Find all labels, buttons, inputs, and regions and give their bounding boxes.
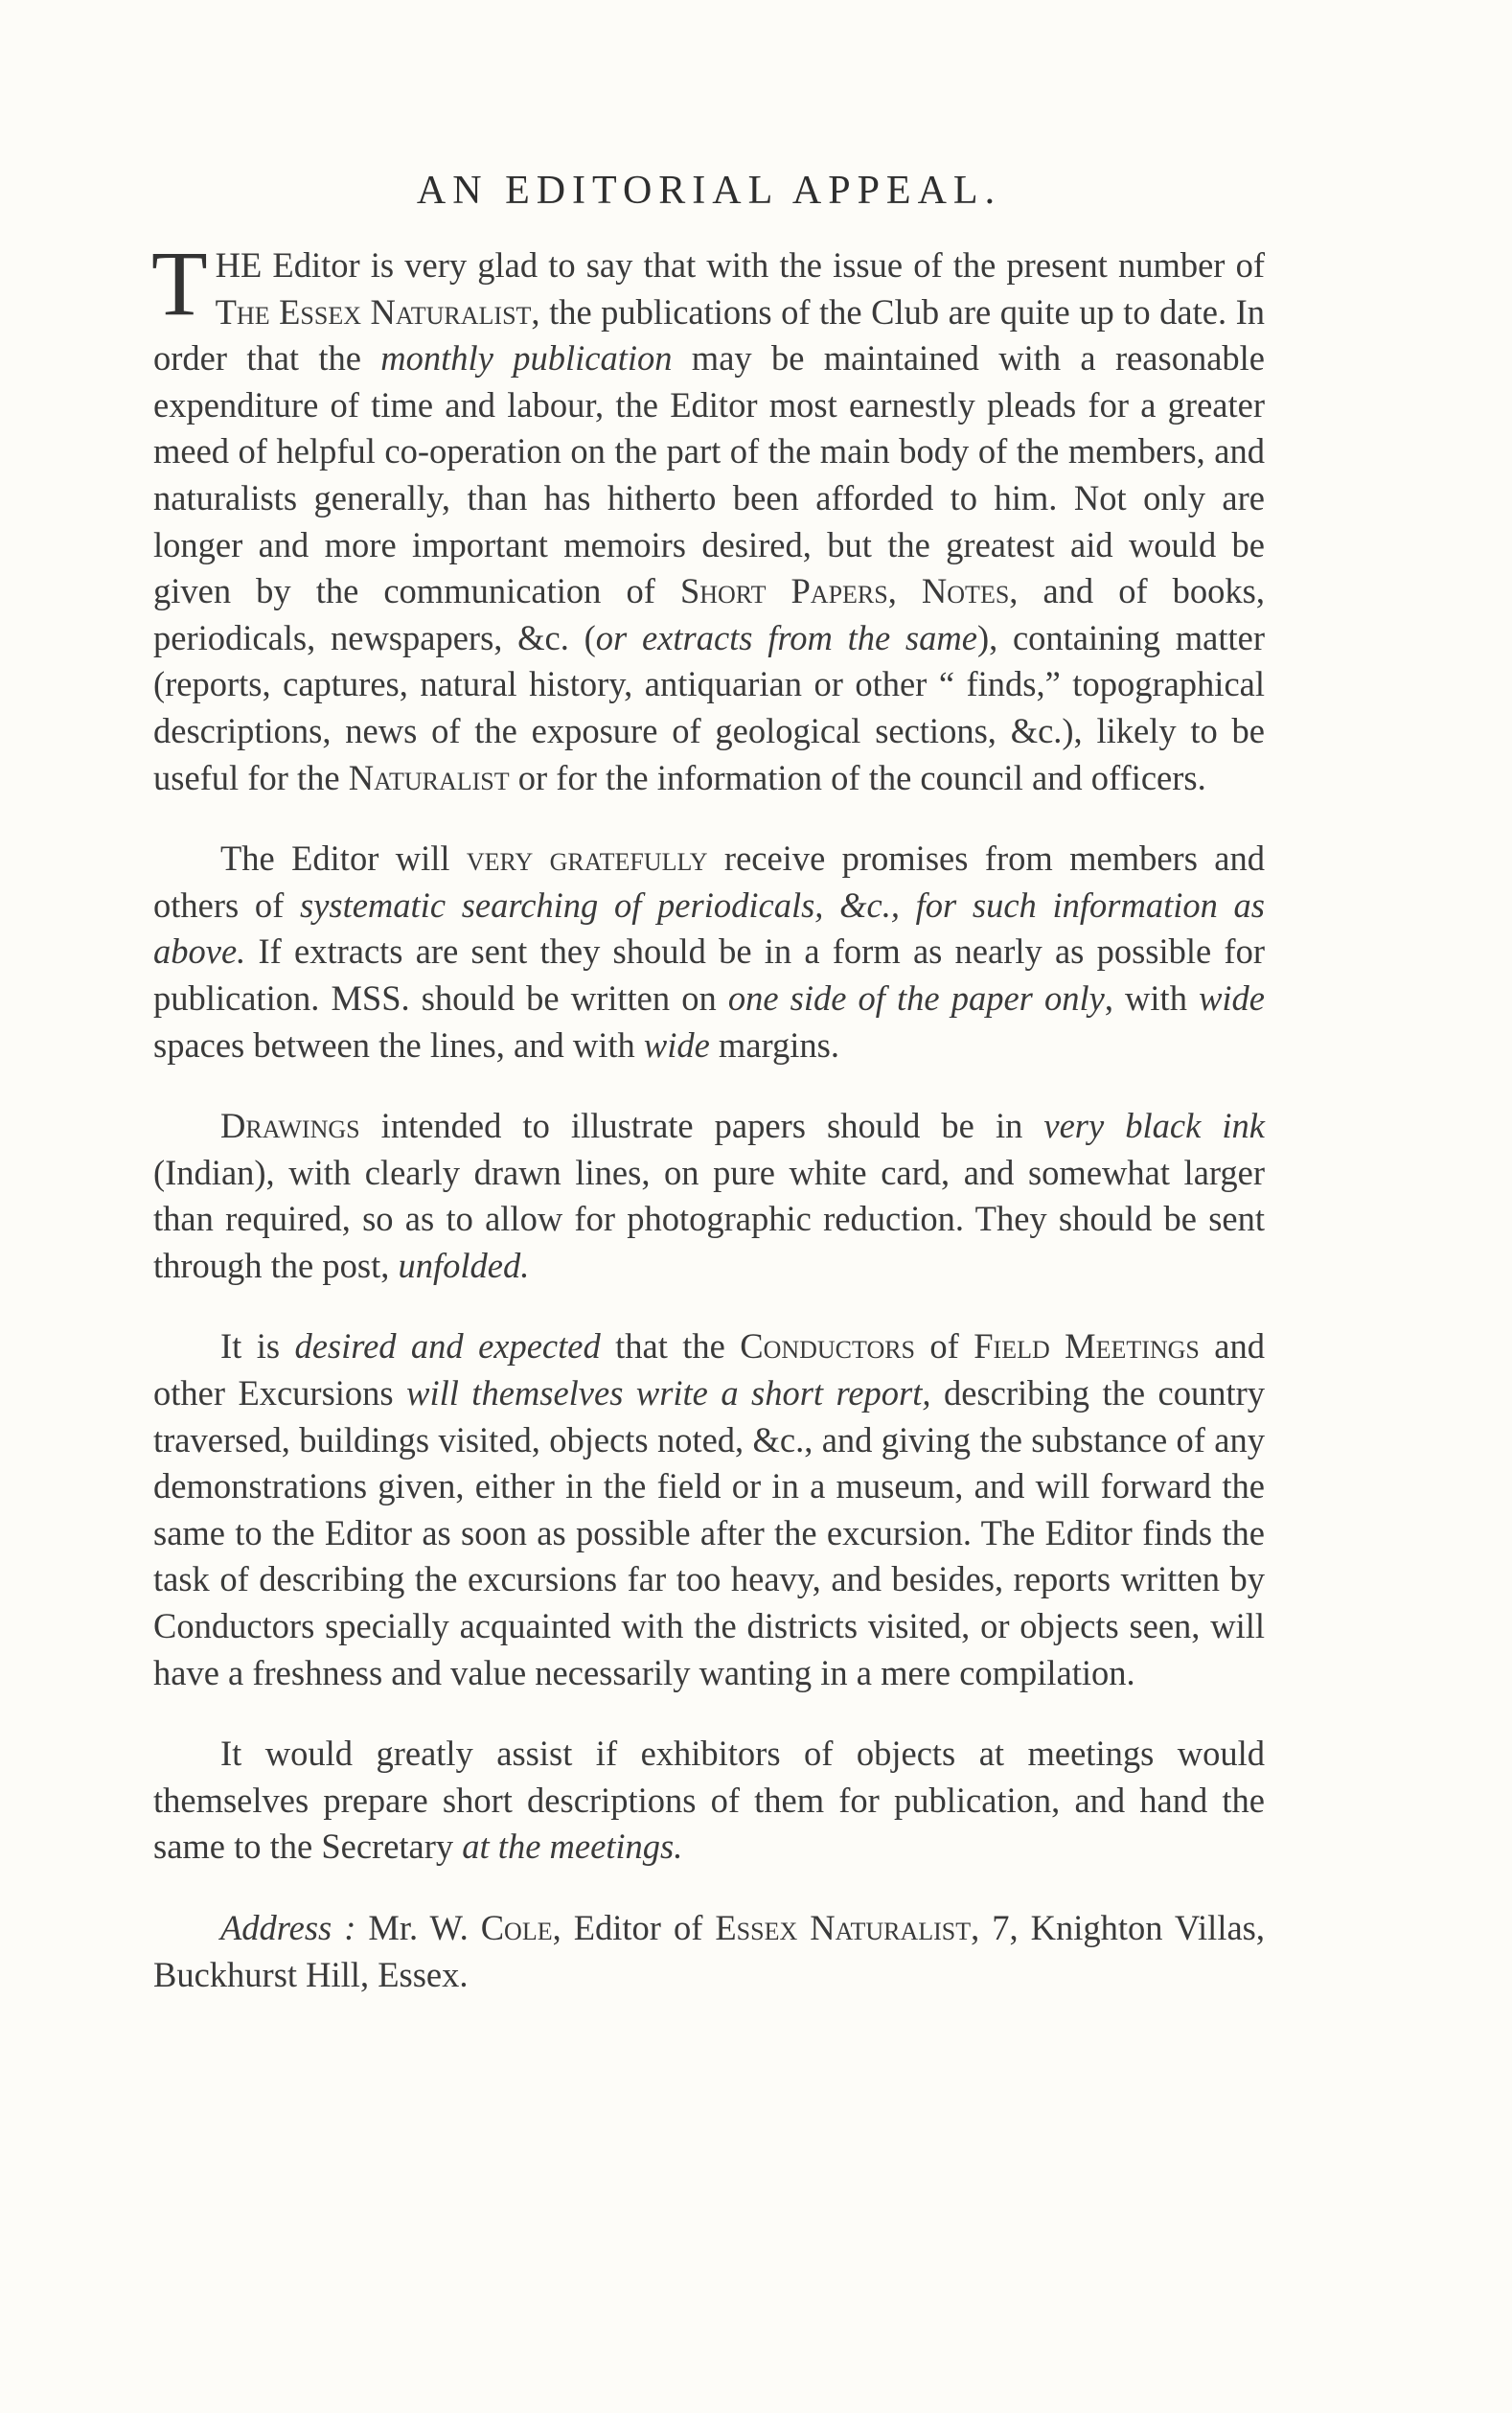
paragraph-conductors [153,1323,1265,1696]
address [153,1905,1265,1998]
small-caps: Drawings [220,1106,360,1146]
text: margins. [709,1024,839,1065]
emphasis: at the meetings. [462,1827,683,1867]
emphasis: wide [643,1024,710,1065]
journal-name: The Essex Naturalist [215,291,532,332]
text: , with [1104,977,1200,1018]
address-label: Address : [220,1908,356,1947]
text: and other Excursions [153,1326,1266,1413]
emphasis: will themselves write a short report, [406,1373,931,1413]
small-caps: Short Papers [679,571,888,611]
text: describing the country traversed, buildings visited, objects noted, &c., and giving the substance of any demonstrations given, either in the field or in a museum, and will forward the same to the Editor as soon as possible after the excursion. The Editor finds the task of describing the excursions far too heavy, and besides, reports written by Conductors specially acquainted with the districts visited, or objects seen, will have a freshness and value necessarily wanting in a mere compilation. [153,1373,1265,1692]
text: spaces between the lines, and with [153,1024,644,1065]
small-caps: very gratefully [466,839,708,879]
emphasis: monthly publication [380,338,673,379]
small-caps: Notes [921,571,1010,611]
small-caps: Conductors [740,1326,916,1367]
text: that the [600,1326,741,1367]
paragraph-exhibitors [153,1731,1265,1871]
small-caps: Field Meetings [974,1326,1200,1367]
emphasis: very black ink [1043,1106,1265,1146]
drop-cap: T [151,232,208,334]
small-caps: Essex Naturalist [715,1908,972,1947]
small-caps: Naturalist [348,757,510,797]
text: , and of books, periodicals, newspapers, &c. ( [153,571,1266,657]
text: It is [220,1326,295,1367]
text: , 7, Knighton Villas, Buckhurst Hill, Essex. [153,1908,1265,1994]
text: ), containing matter (reports, captures, natural history, antiquarian or other “ finds,” topographical descriptions, news of the exposure of geological sections, &c.), likely to be useful for the [153,617,1266,797]
text: Mr. W. [355,1908,481,1947]
text: intended to illustrate papers should be in [359,1106,1044,1146]
small-caps: Cole [480,1908,553,1947]
emphasis: desired and expected [294,1326,601,1367]
text: , the publications of the Club are quite up to date. In order that the [153,291,1265,379]
emphasis: systematic searching of periodicals, &c., for such information as above. [153,885,1266,972]
text: HE Editor is very glad to say that with the issue of the present number of [215,245,1265,285]
text: , [887,571,922,611]
emphasis: wide [1199,977,1265,1018]
text: (Indian), with clearly drawn lines, on pure white card, and somewhat larger than required, so as to allow for photographic reduction. They should be sent through the post, [153,1152,1265,1285]
text: If extracts are sent they should be in a form as nearly as possible for publication. MSS. should be written on [153,931,1265,1018]
text: , Editor of [552,1908,716,1947]
page-title: AN EDITORIAL APPEAL. [416,169,1002,213]
paragraph-intro [151,232,1266,801]
text: of [915,1326,974,1367]
text: receive promises from members and others of [153,839,1265,925]
text: may be maintained with a reasonable expenditure of time and labour, the Editor most earnestly pleads for a greater meed of helpful co-operation on the part of the main body of the members, and naturalists generally, than has hitherto been afforded to him. Not only are longer and more important memoirs desired, but the greatest aid would be given by the communication of [153,338,1265,611]
text: or for the information of the council and officers. [509,757,1206,797]
emphasis: one side of the paper only [727,977,1105,1018]
text: The Editor will [220,839,467,879]
paragraph-promises [153,836,1265,1069]
emphasis: or extracts from the same [595,617,977,657]
emphasis: unfolded. [398,1245,530,1285]
page [153,168,1265,1998]
text: It would greatly assist if exhibitors of objects at meetings would themselves prepare short descriptions of them for publication, and hand the same to the Secretary [153,1734,1265,1867]
paragraph-drawings [153,1103,1265,1289]
